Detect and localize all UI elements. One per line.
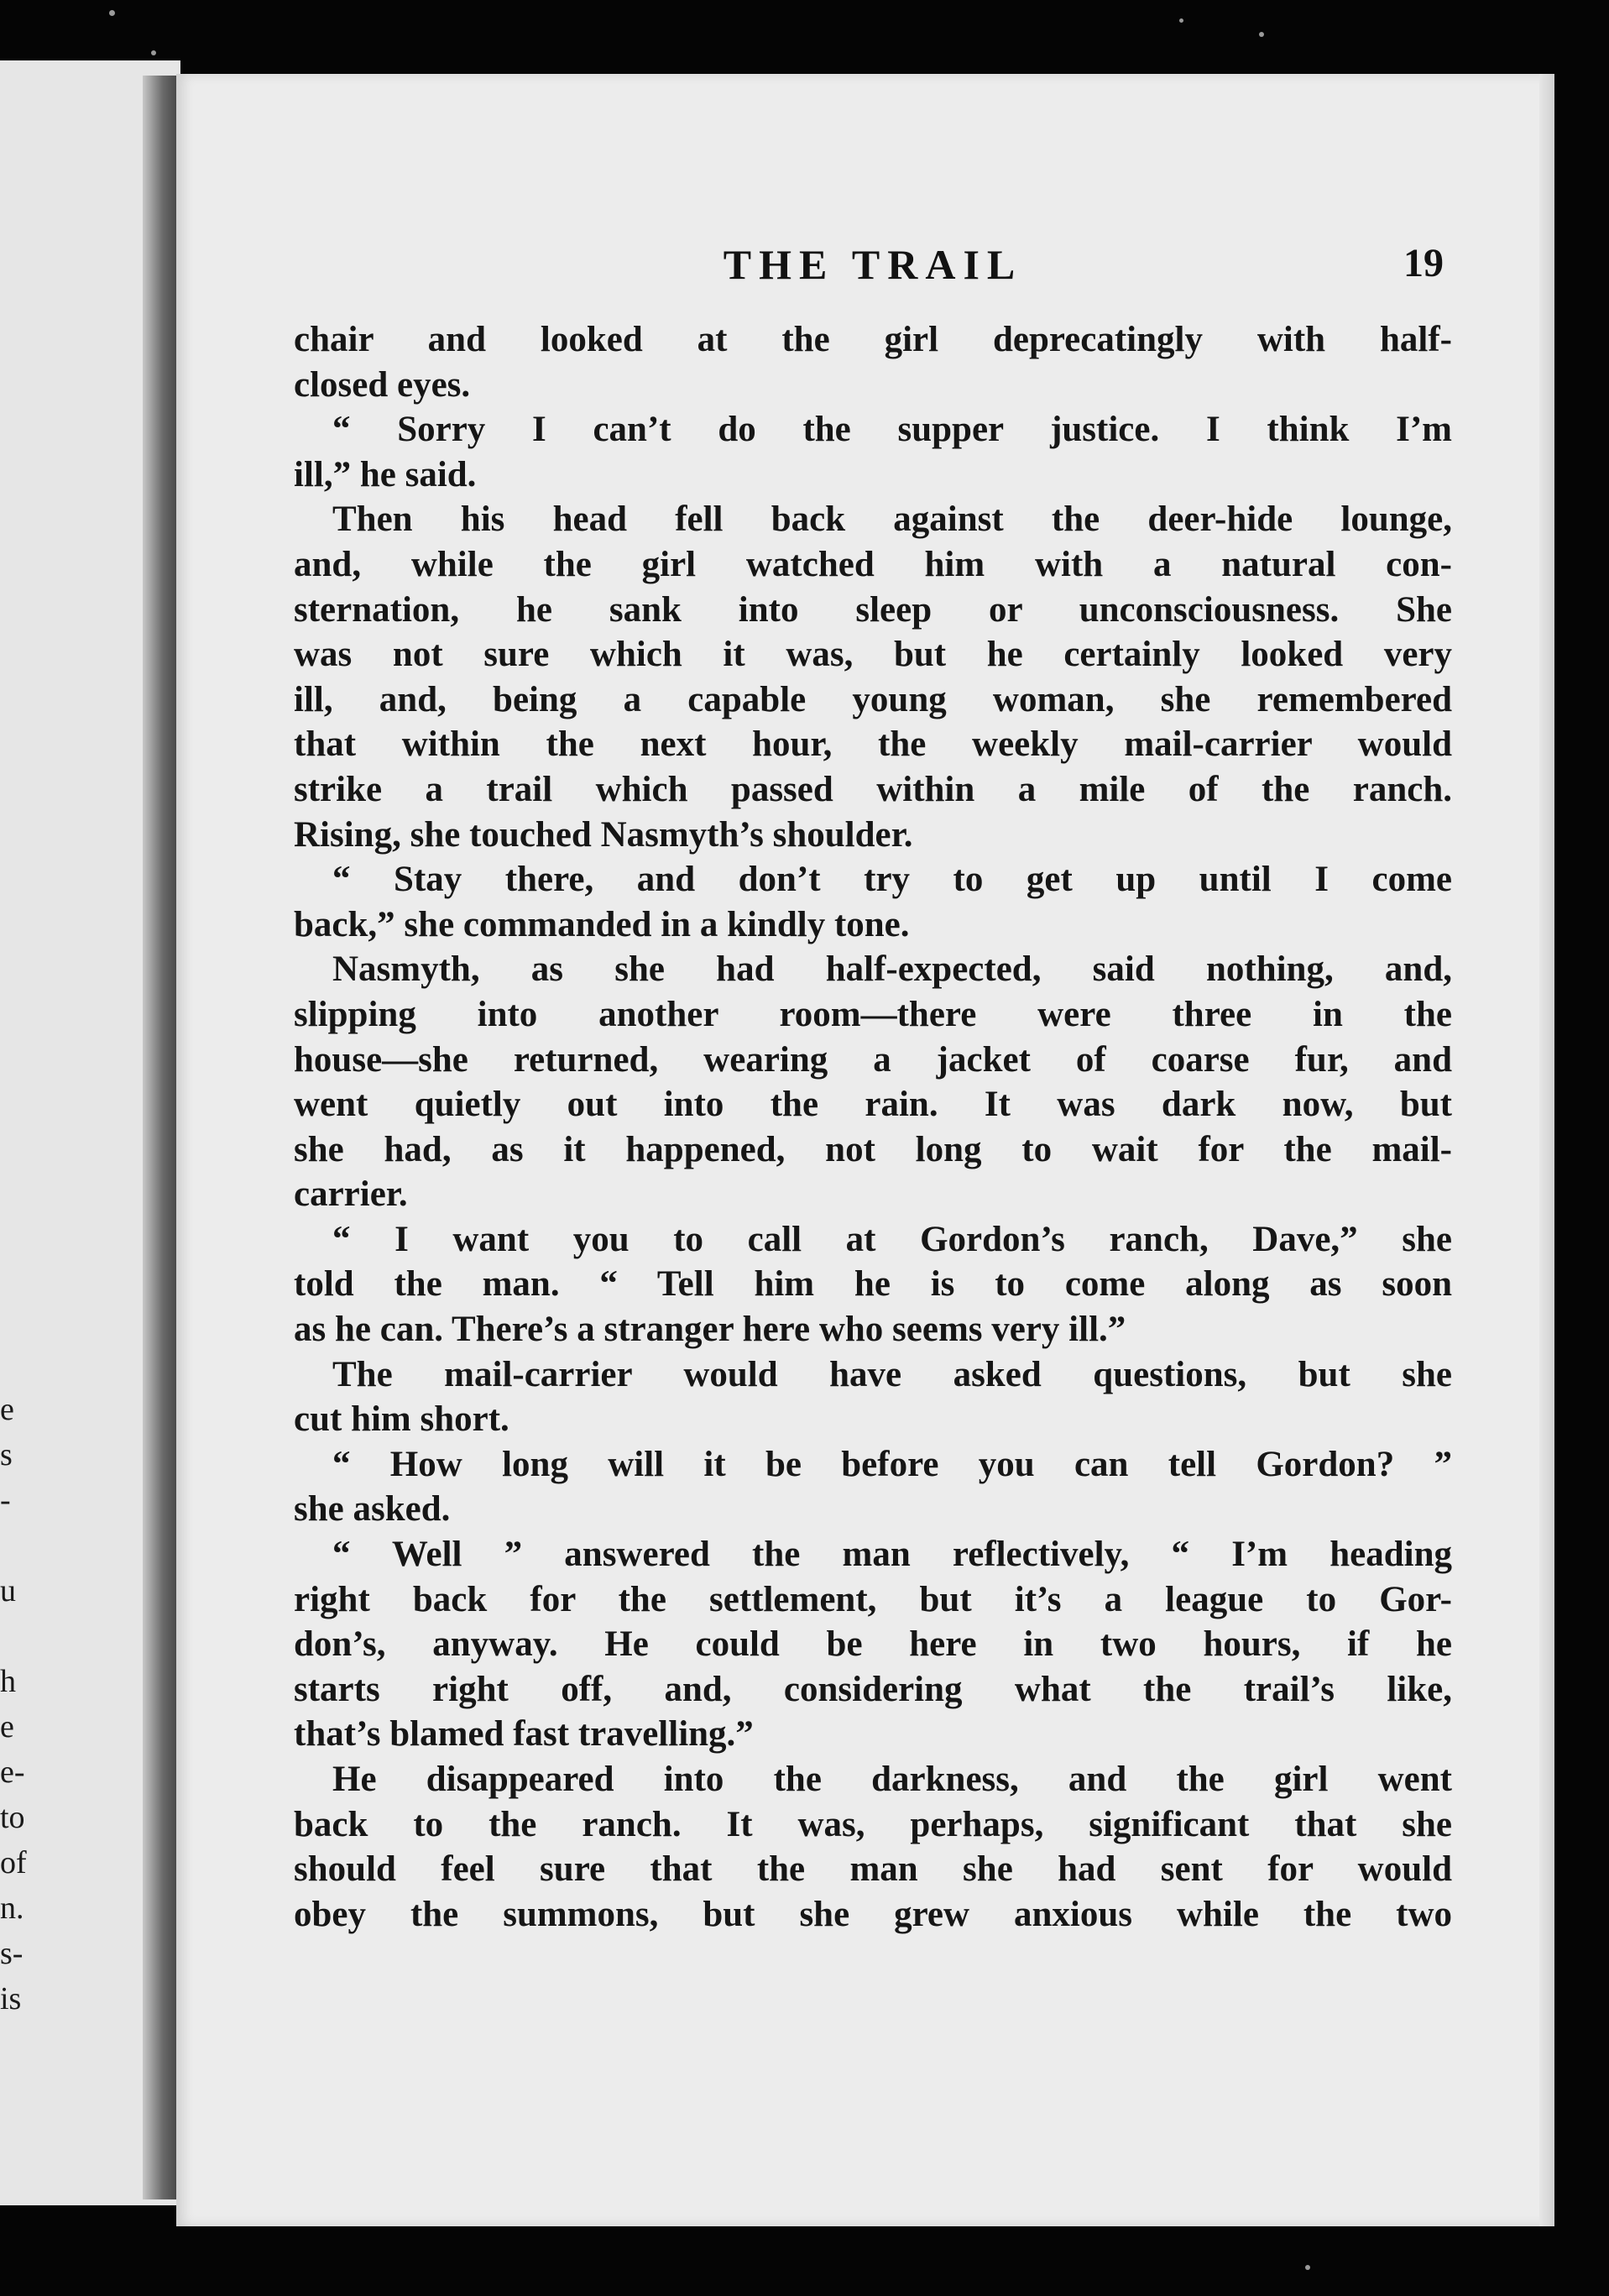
dust-speck (1305, 2265, 1310, 2270)
facing-page-fragment: e- (0, 1755, 25, 1790)
text-line: sternation, he sank into sleep or unconsciousness. She (294, 589, 1452, 630)
text-line: went quietly out into the rain. It was dark now, but (294, 1085, 1452, 1125)
text-line: she asked. (294, 1489, 451, 1530)
facing-page-fragment: n. (0, 1891, 24, 1926)
facing-page-text-fragments (0, 1387, 50, 2021)
facing-page-fragment: to (0, 1800, 25, 1835)
text-line: He disappeared into the darkness, and the girl went (332, 1760, 1452, 1799)
text-line: “ Stay there, and don’t try to get up until I come (332, 860, 1452, 900)
text-line: should feel sure that the man she had sent for would (294, 1849, 1452, 1890)
dust-speck (1259, 32, 1264, 37)
text-line: Nasmyth, as she had half-expected, said nothing, and, (332, 949, 1452, 990)
text-line: “ I want you to call at Gordon’s ranch, Dave,” she (332, 1219, 1452, 1259)
text-line: that within the next hour, the weekly mail-carrier would (294, 724, 1452, 765)
dust-speck (1179, 18, 1183, 23)
running-head: THE TRAIL (723, 241, 1023, 288)
text-line: Rising, she touched Nasmyth’s shoulder. (294, 814, 913, 855)
text-line: slipping into another room—there were three in the (294, 994, 1452, 1034)
text-line: The mail-carrier would have asked questions, but she (332, 1354, 1452, 1394)
facing-page-fragment: s (0, 1437, 13, 1472)
text-line: and, while the girl watched him with a natural con- (294, 544, 1452, 584)
text-line: carrier. (294, 1174, 408, 1215)
text-line: back to the ranch. It was, perhaps, significant that she (294, 1804, 1452, 1844)
text-line: obey the summons, but she grew anxious while the two (294, 1894, 1452, 1934)
text-line: that’s blamed fast travelling.” (294, 1714, 754, 1755)
facing-page-fragment: e (0, 1709, 14, 1744)
text-line: Then his head fell back against the deer-hide lounge, (332, 499, 1452, 540)
page-number: 19 (1403, 241, 1444, 285)
facing-page-fragment: - (0, 1483, 11, 1518)
text-line: don’s, anyway. He could be here in two hours, if he (294, 1624, 1452, 1665)
facing-page-fragment: of (0, 1845, 27, 1880)
facing-page-fragment: u (0, 1573, 16, 1608)
text-line: right back for the settlement, but it’s a league to Gor- (294, 1579, 1452, 1619)
text-line: ill,” he said. (294, 454, 477, 494)
body-text (294, 317, 1452, 1937)
text-line: ill, and, being a capable young woman, she remembered (294, 679, 1452, 719)
text-line: she had, as it happened, not long to wait for the mail- (294, 1129, 1452, 1169)
text-line: cut him short. (294, 1399, 509, 1440)
page-header (302, 240, 1444, 299)
text-line: back,” she commanded in a kindly tone. (294, 904, 910, 944)
facing-page-fragment (0, 1613, 50, 1659)
text-line: strike a trail which passed within a mile of the ranch. (294, 769, 1452, 809)
text-line: told the man. “ Tell him he is to come along as soon (294, 1264, 1452, 1305)
book-page (176, 74, 1554, 2226)
text-line: house—she returned, wearing a jacket of coarse fur, and (294, 1039, 1452, 1080)
text-line: as he can. There’s a stranger here who seems very ill.” (294, 1310, 1126, 1350)
text-line: “ Sorry I can’t do the supper justice. I think I’m (332, 410, 1452, 450)
facing-page-fragment: is (0, 1981, 22, 2016)
text-line: “ Well ” answered the man reflectively, “ I’m heading (332, 1535, 1452, 1575)
text-line: chair and looked at the girl deprecatingly with half- (294, 320, 1452, 359)
text-line: “ How long will it be before you can tell Gordon? ” (332, 1444, 1452, 1484)
text-line: closed eyes. (294, 364, 471, 405)
facing-page-fragment (0, 1523, 50, 1568)
facing-page-fragment: e (0, 1392, 14, 1427)
dust-speck (109, 10, 115, 16)
text-line: starts right off, and, considering what the trail’s like, (294, 1669, 1452, 1709)
facing-page-fragment: h (0, 1664, 16, 1699)
dust-speck (151, 50, 156, 55)
facing-page-fragment: s- (0, 1936, 24, 1971)
text-line: was not sure which it was, but he certainly looked very (294, 635, 1452, 675)
page-edge (1539, 74, 1554, 2226)
